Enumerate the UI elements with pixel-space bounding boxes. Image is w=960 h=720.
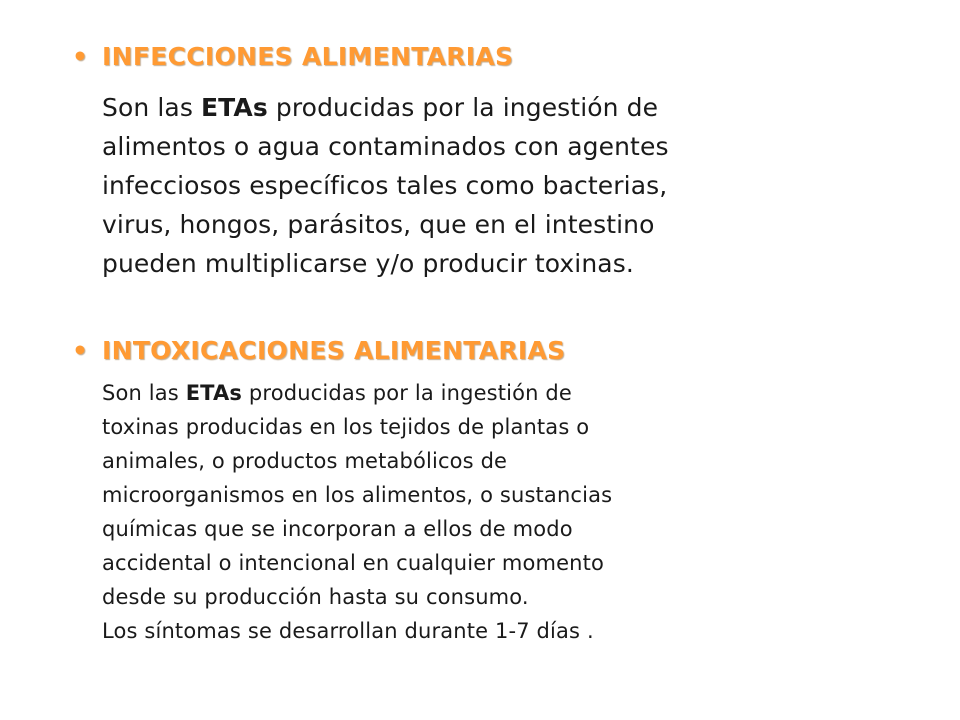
heading-text: INTOXICACIONES ALIMENTARIAS [102, 336, 566, 365]
paragraph-line: toxinas producidas en los tejidos de plantas o [102, 415, 590, 439]
line-text: Son las [102, 93, 201, 122]
line-text: producidas por la ingestión de [267, 93, 659, 122]
paragraph-line [102, 88, 669, 127]
bullet-icon: • [72, 42, 89, 71]
paragraph-line: accidental o intencional en cualquier momento [102, 551, 605, 575]
bold-term: ETAs [201, 93, 268, 122]
paragraph-line: virus, hongos, parásitos, que en el intestino [102, 210, 655, 239]
paragraph-line [102, 376, 612, 410]
paragraph-line: Los síntomas se desarrollan durante 1-7 días . [102, 619, 594, 643]
section-heading-infecciones [72, 42, 513, 71]
bold-term: ETAs [185, 381, 243, 405]
paragraph-line: químicas que se incorporan a ellos de modo [102, 517, 573, 541]
bullet-icon: • [72, 336, 89, 365]
paragraph-line: animales, o productos metabólicos de [102, 449, 508, 473]
paragraph-line: infecciosos específicos tales como bacterias, [102, 171, 668, 200]
paragraph-intoxicaciones [102, 376, 612, 648]
paragraph-infecciones [102, 88, 669, 283]
section-heading-intoxicaciones [72, 336, 565, 365]
line-text: producidas por la ingestión de [242, 381, 572, 405]
paragraph-line: pueden multiplicarse y/o producir toxinas. [102, 249, 634, 278]
paragraph-line: microorganismos en los alimentos, o sustancias [102, 483, 613, 507]
paragraph-line: alimentos o agua contaminados con agentes [102, 132, 669, 161]
heading-text: INFECCIONES ALIMENTARIAS [102, 42, 514, 71]
line-text: Son las [102, 381, 186, 405]
paragraph-line: desde su producción hasta su consumo. [102, 585, 529, 609]
